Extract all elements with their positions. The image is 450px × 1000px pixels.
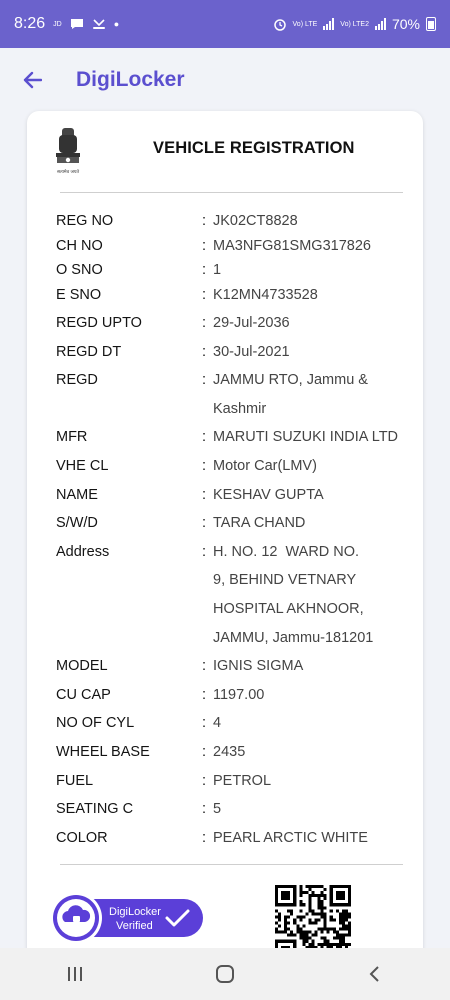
missed-call-icon <box>92 18 106 30</box>
back-nav-button[interactable] <box>345 954 405 994</box>
message-icon <box>70 18 84 30</box>
home-icon <box>214 963 236 985</box>
top-divider <box>60 192 403 193</box>
back-arrow-icon <box>22 71 42 89</box>
field-row-o-sno: O SNO : 1 <box>56 262 222 278</box>
alarm-icon <box>273 17 287 31</box>
battery-percent: 70% <box>391 16 420 32</box>
card-title: VEHICLE REGISTRATION <box>153 139 355 157</box>
field-row-e-sno: E SNO : K12MN4733528 <box>56 286 318 303</box>
badge-line2: Verified <box>116 920 153 932</box>
vehicle-registration-card <box>27 111 423 971</box>
system-nav-bar <box>0 948 450 1000</box>
badge-line1: DigiLocker <box>109 906 161 918</box>
recent-apps-button[interactable] <box>45 954 105 994</box>
field-row-wheel-base: WHEEL BASE : 2435 <box>56 743 246 760</box>
field-row-name: NAME : KESHAV GUPTA <box>56 486 324 503</box>
field-row-ch-no: CH NO : MA3NFG81SMG317826 <box>56 237 371 254</box>
status-bar <box>0 0 450 48</box>
field-row-color: COLOR : PEARL ARCTIC WHITE <box>56 829 368 846</box>
bottom-divider <box>60 864 403 865</box>
field-row-regd: REGD : JAMMU RTO, Jammu & Kashmir <box>56 372 368 417</box>
app-bar <box>0 48 450 112</box>
digilocker-verified-badge[interactable] <box>49 891 205 945</box>
recent-apps-icon <box>65 965 85 983</box>
field-row-seating: SEATING C : 5 <box>56 801 222 818</box>
battery-icon <box>426 17 436 31</box>
back-button[interactable] <box>12 60 52 100</box>
national-emblem-icon <box>51 125 85 177</box>
home-button[interactable] <box>195 954 255 994</box>
signal-2-icon <box>375 18 386 30</box>
field-row-model: MODEL : IGNIS SIGMA <box>56 658 304 675</box>
field-row-address: Address : H. NO. 12 WARD NO. 9, BEHIND VETNARY HOSPITAL AKHNOOR, JAMMU, Jammu-181201 <box>56 543 374 646</box>
field-row-swd: S/W/D : TARA CHAND <box>56 515 306 532</box>
field-row-reg-no: REG NO : JK02CT8828 <box>56 213 298 229</box>
notification-dot-icon: ● <box>113 19 120 29</box>
app-title: DigiLocker <box>76 68 185 91</box>
field-row-vhe-cl: VHE CL : Motor Car(LMV) <box>56 457 317 474</box>
back-chevron-icon <box>367 964 383 984</box>
field-row-fuel: FUEL : PETROL <box>56 772 272 789</box>
field-row-cu-cap: CU CAP : 1197.00 <box>56 686 265 703</box>
field-row-regd-dt: REGD DT : 30-Jul-2021 <box>56 343 290 360</box>
status-time: 8:26 <box>14 15 46 32</box>
sim1-label: Vo) LTE <box>292 20 318 28</box>
field-list <box>56 209 416 852</box>
sim2-label: Vo) LTE2 <box>340 20 369 28</box>
field-row-mfr: MFR : MARUTI SUZUKI INDIA LTD <box>56 429 399 446</box>
carrier-label: JD <box>53 20 62 28</box>
field-row-no-of-cyl: NO OF CYL : 4 <box>56 715 222 732</box>
field-row-regd-upto: REGD UPTO : 29-Jul-2036 <box>56 315 290 331</box>
emblem-caption: सत्यमेव जयते <box>56 170 80 175</box>
signal-1-icon <box>323 18 334 30</box>
